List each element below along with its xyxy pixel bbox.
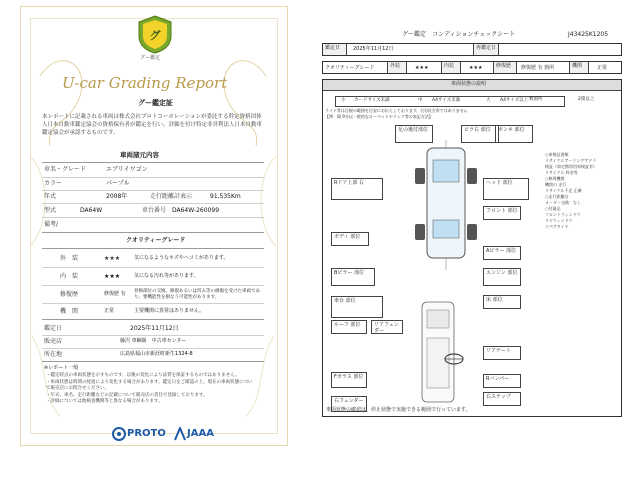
jaaa-logo-icon (174, 427, 186, 441)
vehicle-section-title: 車両諸元内容 (120, 151, 159, 159)
sheet-engine-label: 機関 (569, 62, 589, 73)
notes-list (46, 373, 256, 406)
side-note: ○付属品 (545, 206, 561, 211)
goo-badge-icon (135, 14, 175, 54)
part-box: ボディ 部位 (331, 232, 369, 246)
steering-wheel-icon (443, 352, 465, 366)
part-box: 床 部位 (483, 295, 521, 309)
bottom-note: 車両状態の確認は、停止状態で実施できる範囲で行っています。 (326, 407, 471, 413)
sheet-int-label: 内装 (441, 62, 461, 73)
exterior-text: 気になるようなキズやヘコミがあります。 (134, 255, 229, 261)
car-name-label: 車名・グレード (44, 166, 87, 173)
shop-value: 藤沢 車輌販 中古車センター (120, 338, 187, 344)
note-item: ・評価については他検査機関等と異なる場合があります。 (46, 399, 163, 404)
vin-value: DA64W-260099 (172, 207, 220, 214)
intro-text: 本レポートに記載される車両は株式会社プロトコーポレーションが委託する幹定資格団体人日本自動車鑑定協会の資格保有者が鑑定を行い、評価を付け特定非営利法人日本自動車鑑定協会が承認するものです。 (42, 114, 263, 136)
sheet-ext-stars: ★★★ (415, 65, 429, 71)
size-m-desc: A4サイズ未満 (432, 98, 461, 103)
date-value: 2025年11月12日 (130, 325, 179, 332)
part-box: Rドア上部 右 (331, 178, 383, 200)
sheet-engine-value: 正常 (597, 65, 608, 71)
color-value: パープル (106, 180, 130, 187)
side-note: リサイクルアーリングアドラ (545, 158, 597, 163)
engine-text: 主要機関に異常はありません。 (134, 308, 205, 314)
part-box: Fガラス 部位 (331, 372, 367, 388)
interior-text: 気になる汚れ等があります。 (134, 273, 199, 279)
part-box: ピラ右 部位 (461, 125, 499, 143)
condition-diagram-table (322, 79, 622, 417)
report-subtitle: グー鑑定証 (138, 99, 173, 107)
part-box: Aピラー 部位 (483, 246, 521, 260)
part-box: 車台 部位 (331, 296, 383, 318)
part-box: 足の後付部位 (395, 125, 433, 143)
mileage-label: 走行距離計表示 (150, 193, 193, 200)
doc-id: J43425K1205 (568, 31, 609, 38)
interior-label: 内 装 (60, 273, 79, 280)
repair-text: 骨格部位の交換、修復あるいは凹み等の損傷を受けた車両であり、要機能性を損なう可能性があります。 (134, 289, 260, 300)
note-item: ・年式、車名、走行距離などの記載について販売店の責任で登録しております。 (46, 392, 208, 398)
grade-row (322, 61, 622, 74)
side-note: ○修理機関 (545, 176, 565, 181)
side-notes (545, 152, 619, 230)
sheet-date-label: 鑑定日 (323, 44, 347, 55)
vin-label: 車台番号 (142, 207, 167, 214)
sheet-date-value: 2025年11月12日 (353, 46, 394, 52)
explain-title: 車両状態の説明 (451, 81, 487, 87)
repair-value: 修復歴 有 (104, 291, 126, 297)
sheet-repair-label: 修復歴 (493, 62, 517, 73)
color-label: カラー (44, 180, 63, 187)
mileage-value: 91,535Km (210, 193, 241, 200)
shop-label: 販売店 (44, 338, 63, 345)
size-m: 中 (418, 98, 423, 103)
side-note: フロントウィンドウ (545, 212, 581, 217)
engine-label: 機 関 (60, 308, 79, 315)
notes-title: ※レポート一般 (44, 365, 79, 371)
side-note: リサイクル不足 正確 (545, 188, 582, 193)
badge-label: グー鑑定 (140, 55, 161, 61)
size-l: 大 (486, 98, 491, 103)
year-label: 年式 (44, 193, 57, 200)
part-box: エンジン 部位 (483, 268, 521, 286)
side-note: ○走行距離計 (545, 194, 569, 199)
count-label: 数箇所 (529, 97, 543, 102)
engine-value: 正常 (104, 308, 115, 314)
legend-note: ライナ等は目視の範囲を目安にお伝えしております。(引)長方形ではありません (325, 108, 468, 113)
sheet-ext-label: 外装 (387, 62, 407, 73)
part-box: ルーフ 部位 (331, 320, 367, 334)
count-value: 2箇以上 (578, 97, 595, 102)
part-box: フロント 部位 (483, 206, 521, 220)
part-box: ボンネ 部位 (495, 125, 533, 143)
car-name-value: エブリイワゴン (106, 166, 148, 173)
part-box: Rバンパー (483, 374, 521, 388)
address-value: 広島県福山市新涯町新生1324-8 (120, 351, 193, 357)
note-item: ・車両状態は時間の経過により変化する場合があります。鑑定日をご確認の上、現在の車両状態について販売店にお問合せください。 (46, 379, 253, 391)
address-label: 所在地 (44, 351, 63, 358)
exterior-stars: ★★★ (104, 255, 121, 262)
proto-logo-text: PROTO (127, 428, 166, 439)
side-note: リヤウィンドウ (545, 218, 573, 223)
part-box: 右ステップ (483, 392, 521, 406)
part-box: リアゲート (483, 346, 521, 360)
side-note: 検証（車定携帯用車検証有） (545, 164, 597, 169)
part-box: ヘッド 部位 (483, 178, 529, 200)
report-title: U-car Grading Report (62, 74, 228, 92)
part-box: リアフェンダー (371, 320, 403, 334)
sheet-repair-value: 修復歴 有 箇所 (521, 65, 555, 71)
quality-section-title: クオリティーグレード (126, 237, 186, 244)
side-note: メーター交換：なし (545, 200, 581, 205)
side-note: ○車検証書類 (545, 152, 569, 157)
grading-certificate (20, 6, 288, 446)
model-value: DA64W (80, 207, 103, 214)
sheet-int-stars: ★★★ (469, 65, 483, 71)
year-value: 2008年 (106, 193, 128, 200)
interior-stars: ★★★ (104, 273, 121, 280)
grade-label: クオリティーグレード (325, 65, 375, 71)
remarks-label: 備考/ (44, 221, 59, 228)
part-box: 右フェンダー (331, 396, 367, 412)
jaaa-logo-text: JAAA (187, 428, 214, 439)
exterior-label: 外 装 (60, 255, 79, 262)
side-note: 機関の 走行 (545, 182, 567, 187)
date-label: 鑑定日 (44, 325, 63, 332)
size-s: 小 (341, 98, 346, 103)
size-s-desc: カードサイズ未満 (354, 98, 390, 103)
reinspect-label: 再鑑定日 (473, 44, 499, 55)
date-row (322, 43, 622, 56)
proto-logo-icon (112, 427, 126, 441)
part-box: Bピラー 部位 (331, 268, 375, 286)
svg-text:グ: グ (149, 29, 161, 42)
explain-header (323, 80, 621, 91)
note-item: ・鑑定時点の車両状態を示すものです。以後の変化により品質を保証するものではありません。 (46, 373, 240, 378)
repair-label: 修復歴 (60, 291, 79, 298)
side-note: リサイクル 料金等 (545, 170, 578, 175)
size-l-desc: A4サイズ以上 (500, 98, 529, 103)
car-top-view-diagram (401, 140, 491, 270)
sheet-title: グー鑑定 コンディションチェックシート (402, 31, 516, 38)
condition-sheet (322, 28, 622, 448)
legend-note-2: 【例：傷 9分以一般的なローベットやランク等の表記方法】 (325, 114, 433, 119)
model-label: 型式 (44, 207, 57, 214)
side-note: スペアタイヤ (545, 224, 569, 229)
